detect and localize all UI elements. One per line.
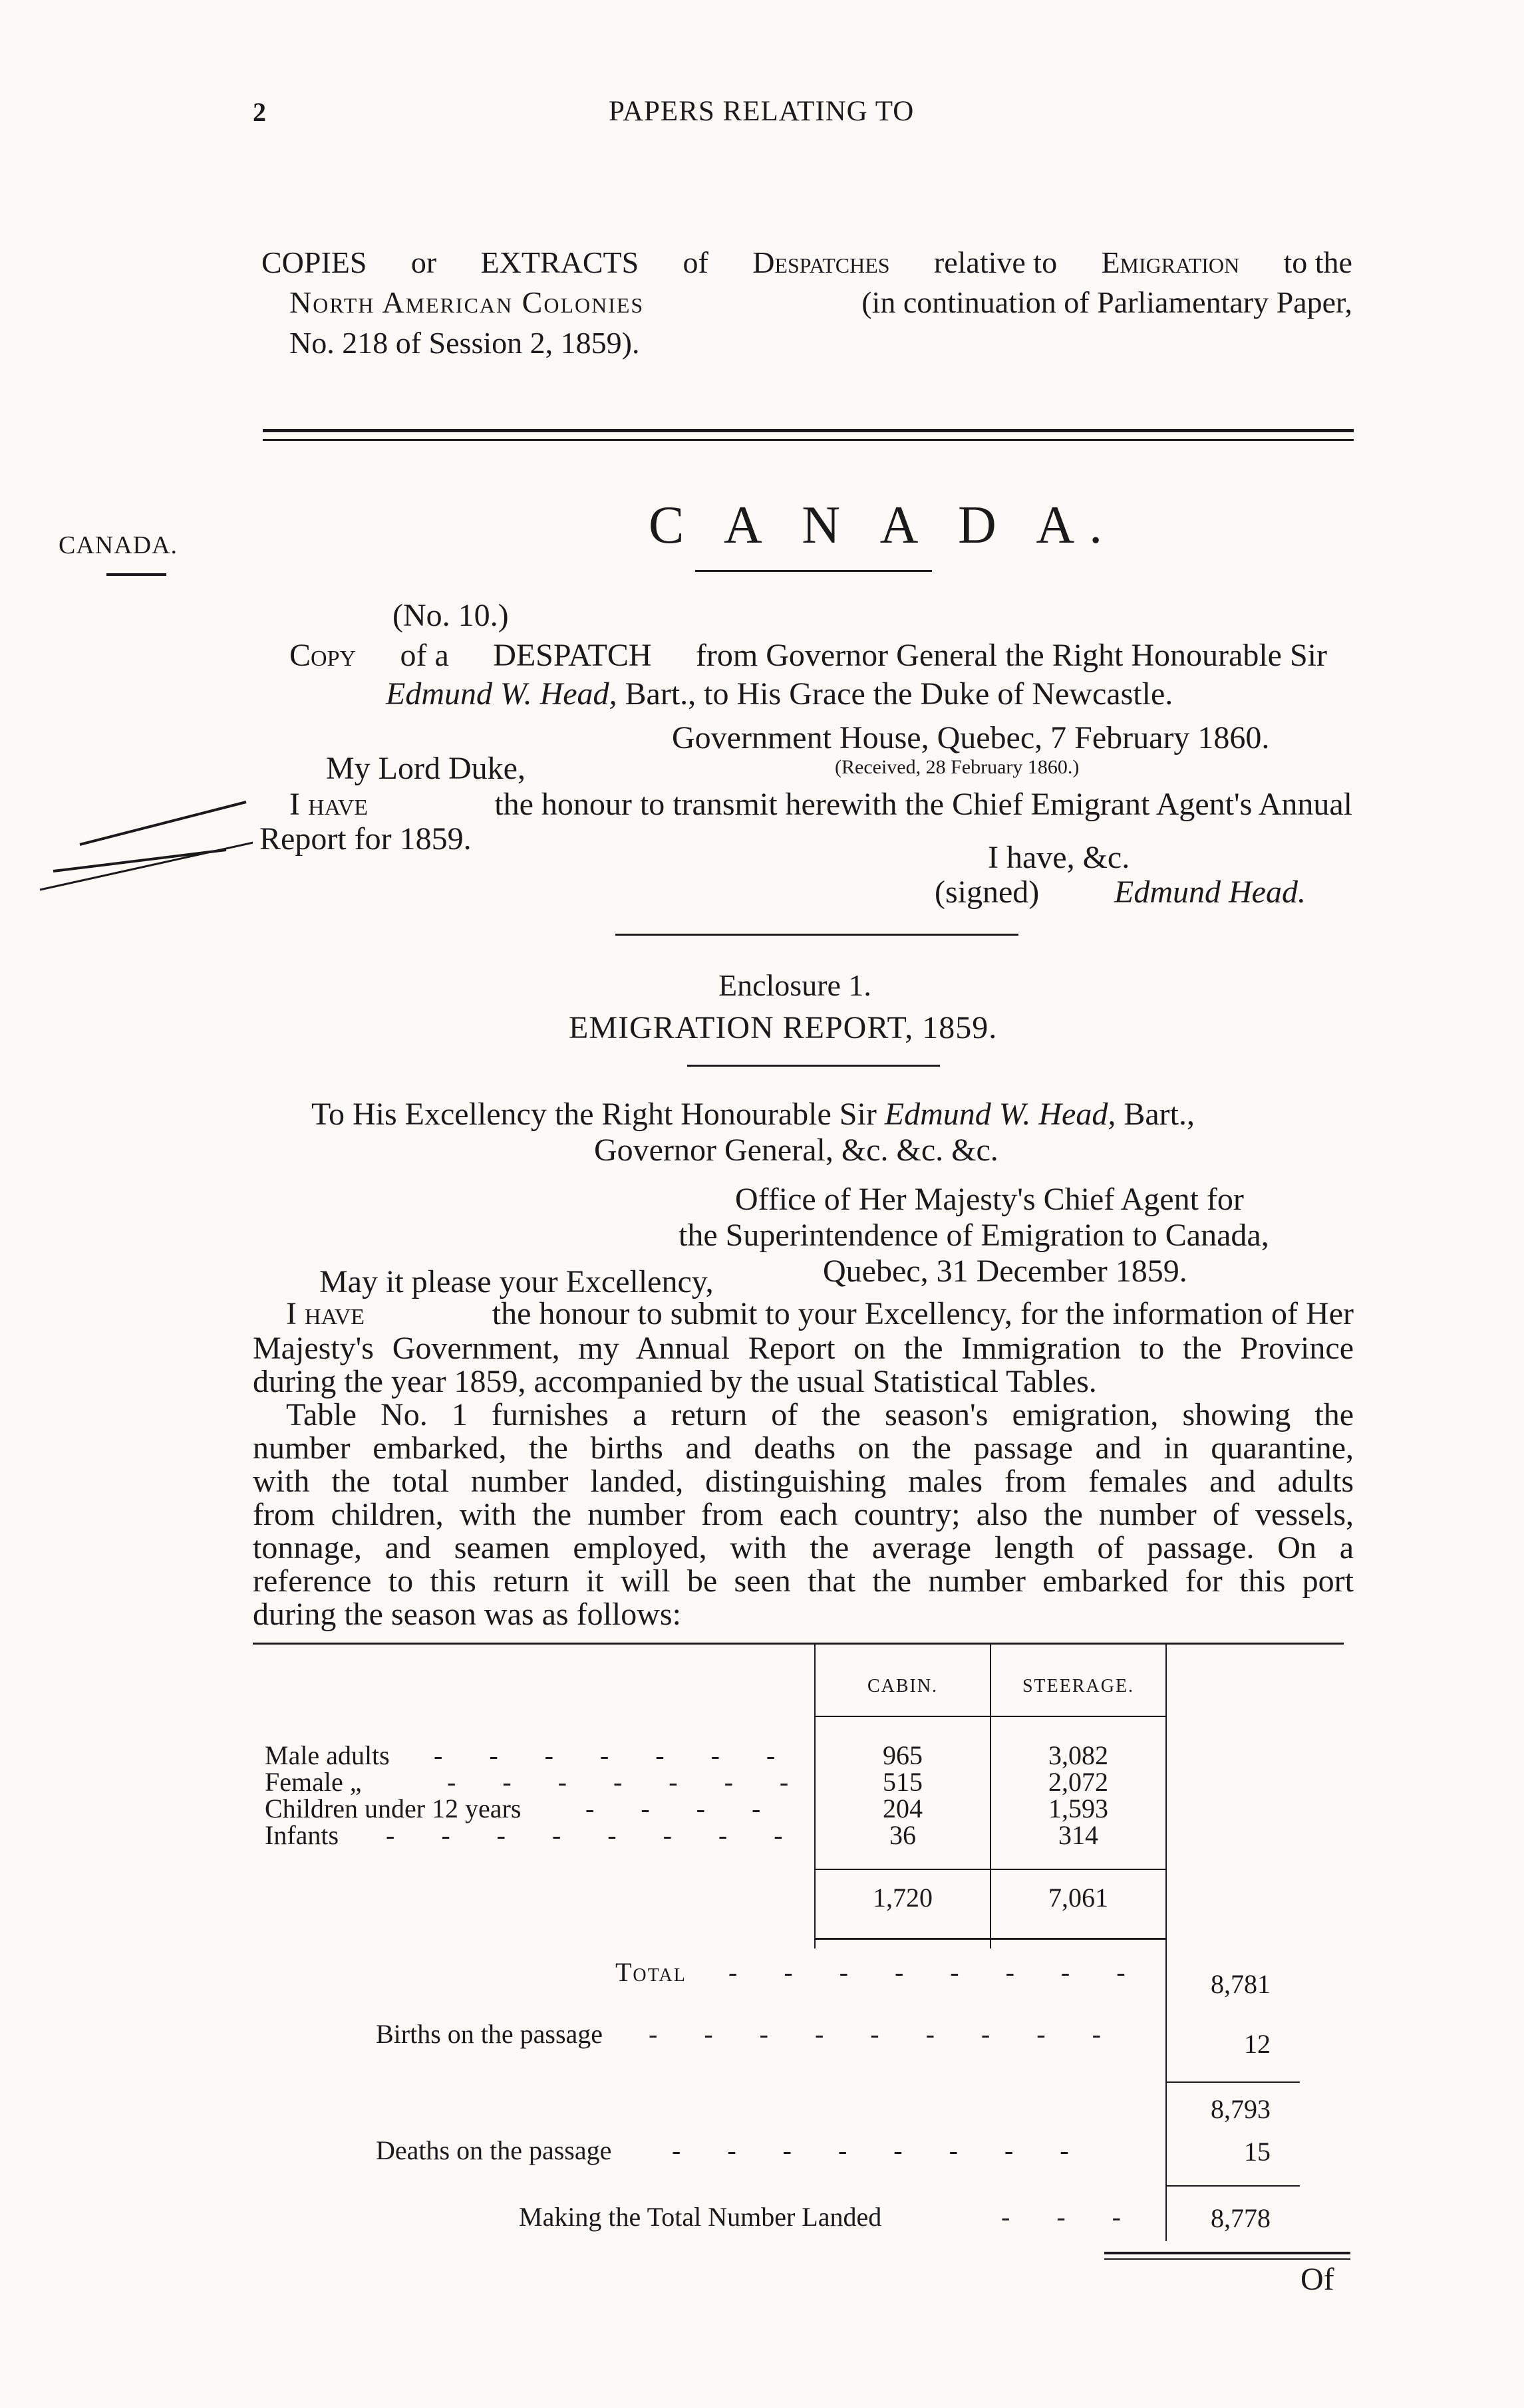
despatch-title-line-2: [386, 676, 1173, 712]
row-leader: - - - - - - - -: [386, 1820, 803, 1850]
despatch-word: DESPATCH: [493, 638, 652, 673]
despatch-copy: Copy: [289, 638, 357, 673]
row-label-children: Children under 12 years: [265, 1794, 522, 1823]
address-line-2: Governor General, &c. &c. &c.: [594, 1133, 998, 1168]
report-p2-line-7: during the season was as follows:: [253, 1597, 681, 1632]
margin-ink-strokes: [27, 791, 253, 898]
births-value: 12: [1244, 2029, 1271, 2059]
intro-relative: relative to: [933, 245, 1058, 279]
report-p2-line-4: from children, with the number from each country; also the number of vessels,: [253, 1497, 1354, 1532]
margin-colony: CANADA.: [59, 531, 178, 559]
total-value: 8,781: [1211, 1969, 1271, 1999]
report-p1-line-3: during the year 1859, accompanied by the usual Statistical Tables.: [253, 1364, 1097, 1399]
address-name: Edmund W. Head,: [884, 1097, 1116, 1132]
intro-extracts: EXTRACTS: [480, 245, 639, 279]
intro-continuation: (in continuation of Parliamentary Paper,: [861, 285, 1352, 319]
final-double-rule-bottom: [1104, 2258, 1350, 2260]
enclosure-label: Enclosure 1.: [718, 968, 871, 1002]
deaths-sum-rule: [1167, 2185, 1300, 2187]
despatch-of-a: of a: [400, 638, 449, 673]
double-rule-top: [263, 429, 1354, 432]
table-col-steerage-right: [1165, 1643, 1167, 2241]
subtotal-steerage: 7,061: [1048, 1883, 1108, 1913]
table-top-rule: [253, 1643, 1344, 1645]
section-heading: C A N A D A.: [649, 496, 1118, 555]
cell-cabin: 36: [889, 1820, 916, 1850]
despatch-i-have: I have: [289, 787, 369, 822]
office-line-2: the Superintendence of Emigration to Canada,: [679, 1218, 1269, 1253]
despatch-salutation: My Lord Duke,: [326, 751, 526, 786]
total-leader: - - - - - - - -: [728, 1957, 1145, 1987]
subtotal-cabin: 1,720: [873, 1883, 933, 1913]
despatch-governor-name: Edmund W. Head,: [386, 676, 617, 712]
catchword: Of: [1300, 2262, 1334, 2297]
table-subtotal-bottom-rule: [814, 1938, 1167, 1940]
landed-leader: - - -: [1001, 2202, 1141, 2232]
intro-emigration: Emigration: [1101, 245, 1240, 279]
births-label: Births on the passage: [376, 2019, 603, 2049]
despatch-from: from Governor General the Right Honourable Sir: [695, 638, 1327, 673]
running-title: PAPERS RELATING TO: [609, 96, 915, 127]
landed-value: 8,778: [1211, 2203, 1271, 2233]
intro-of: of: [683, 245, 708, 279]
births-sum-rule: [1167, 2081, 1300, 2083]
intro-line-2: [289, 285, 1352, 320]
table-header-steerage: STEERAGE.: [1022, 1676, 1135, 1696]
landed-label: Making the Total Number Landed: [519, 2202, 882, 2232]
cell-steerage: 1,593: [1048, 1794, 1108, 1823]
enclosure-title: EMIGRATION REPORT, 1859.: [569, 1010, 998, 1045]
table-subtotal-rule: [814, 1869, 1167, 1870]
row-label-female: Female „: [265, 1767, 362, 1797]
deaths-label: Deaths on the passage: [376, 2135, 612, 2165]
intro-colonies: North American Colonies: [289, 285, 645, 319]
sum-value: 8,793: [1211, 2094, 1271, 2124]
despatch-title-line-1: [289, 637, 1327, 674]
report-i-have: I have: [286, 1296, 365, 1331]
report-p2-line-2: number embarked, the births and deaths on the passage and in quarantine,: [253, 1430, 1354, 1466]
greeting: May it please your Excellency,: [319, 1264, 714, 1299]
despatch-signature: Edmund Head.: [1114, 874, 1306, 910]
address-line-1: [311, 1096, 1195, 1133]
intro-line-1: [261, 245, 1352, 280]
cell-steerage: 2,072: [1048, 1767, 1108, 1797]
double-rule-bottom: [263, 439, 1354, 441]
office-line-1: Office of Her Majesty's Chief Agent for: [735, 1182, 1244, 1217]
margin-colony-rule: [106, 573, 166, 576]
cell-cabin: 515: [883, 1767, 923, 1797]
total-label: Total: [615, 1957, 686, 1987]
address-bart: Bart.,: [1124, 1097, 1195, 1132]
final-double-rule-top: [1104, 2252, 1350, 2254]
office-line-3: Quebec, 31 December 1859.: [823, 1254, 1187, 1289]
despatch-body-text: the honour to transmit herewith the Chief Emigrant Agent's Annual: [494, 787, 1352, 822]
cell-cabin: 204: [883, 1794, 923, 1823]
despatch-body-line-1: [289, 786, 1352, 823]
despatch-closing: I have, &c.: [988, 840, 1130, 875]
intro-line-3: No. 218 of Session 2, 1859).: [289, 326, 640, 360]
cell-steerage: 314: [1058, 1820, 1098, 1850]
row-label-male: Male adults: [265, 1740, 390, 1770]
despatch-to-duke: Bart., to His Grace the Duke of Newcastle.: [625, 676, 1173, 712]
intro-copies: COPIES: [261, 245, 367, 279]
page-number: 2: [253, 97, 266, 127]
report-p1-text: the honour to submit to your Excellency, for the information of Her: [492, 1296, 1354, 1331]
enclosure-title-rule: [687, 1065, 940, 1067]
intro-to-the: to the: [1283, 245, 1352, 279]
report-p2-line-3: with the total number landed, distinguishing males from females and adults: [253, 1464, 1354, 1499]
address-prefix: To His Excellency the Right Honourable Sir: [311, 1097, 877, 1132]
report-p1-line-1: [286, 1295, 1354, 1332]
table-header-rule: [814, 1716, 1167, 1717]
intro-or: or: [410, 245, 437, 279]
cell-steerage: 3,082: [1048, 1740, 1108, 1770]
row-label-infants: Infants: [265, 1820, 339, 1850]
deaths-leader: - - - - - - - -: [672, 2135, 1089, 2165]
despatch-number: (No. 10.): [392, 598, 509, 633]
cell-cabin: 965: [883, 1740, 923, 1770]
row-leader: - - - - - - -: [434, 1740, 796, 1770]
despatch-body-line-2: Report for 1859.: [259, 821, 472, 857]
table-header-cabin: CABIN.: [867, 1676, 939, 1696]
deaths-value: 15: [1244, 2137, 1271, 2167]
report-p2-line-6: reference to this return it will be seen that the number embarked for this port: [253, 1563, 1354, 1599]
section-heading-rule: [695, 570, 932, 572]
despatch-received: (Received, 28 February 1860.): [835, 756, 1080, 778]
births-leader: - - - - - - - - -: [649, 2019, 1121, 2049]
row-leader: - - - -: [585, 1794, 781, 1823]
report-p2-line-5: tonnage, and seamen employed, with the average length of passage. On a: [253, 1530, 1354, 1565]
report-p1-line-2: Majesty's Government, my Annual Report on the Immigration to the Province: [253, 1331, 1354, 1366]
intro-despatches: Despatches: [752, 245, 890, 279]
row-leader: - - - - - - -: [447, 1767, 809, 1797]
despatch-signed: (signed): [935, 874, 1040, 910]
despatch-end-rule: [615, 934, 1018, 936]
report-p2-line-1: Table No. 1 furnishes a return of the season's emigration, showing the: [286, 1397, 1354, 1432]
despatch-place-date: Government House, Quebec, 7 February 1860.: [672, 720, 1270, 755]
